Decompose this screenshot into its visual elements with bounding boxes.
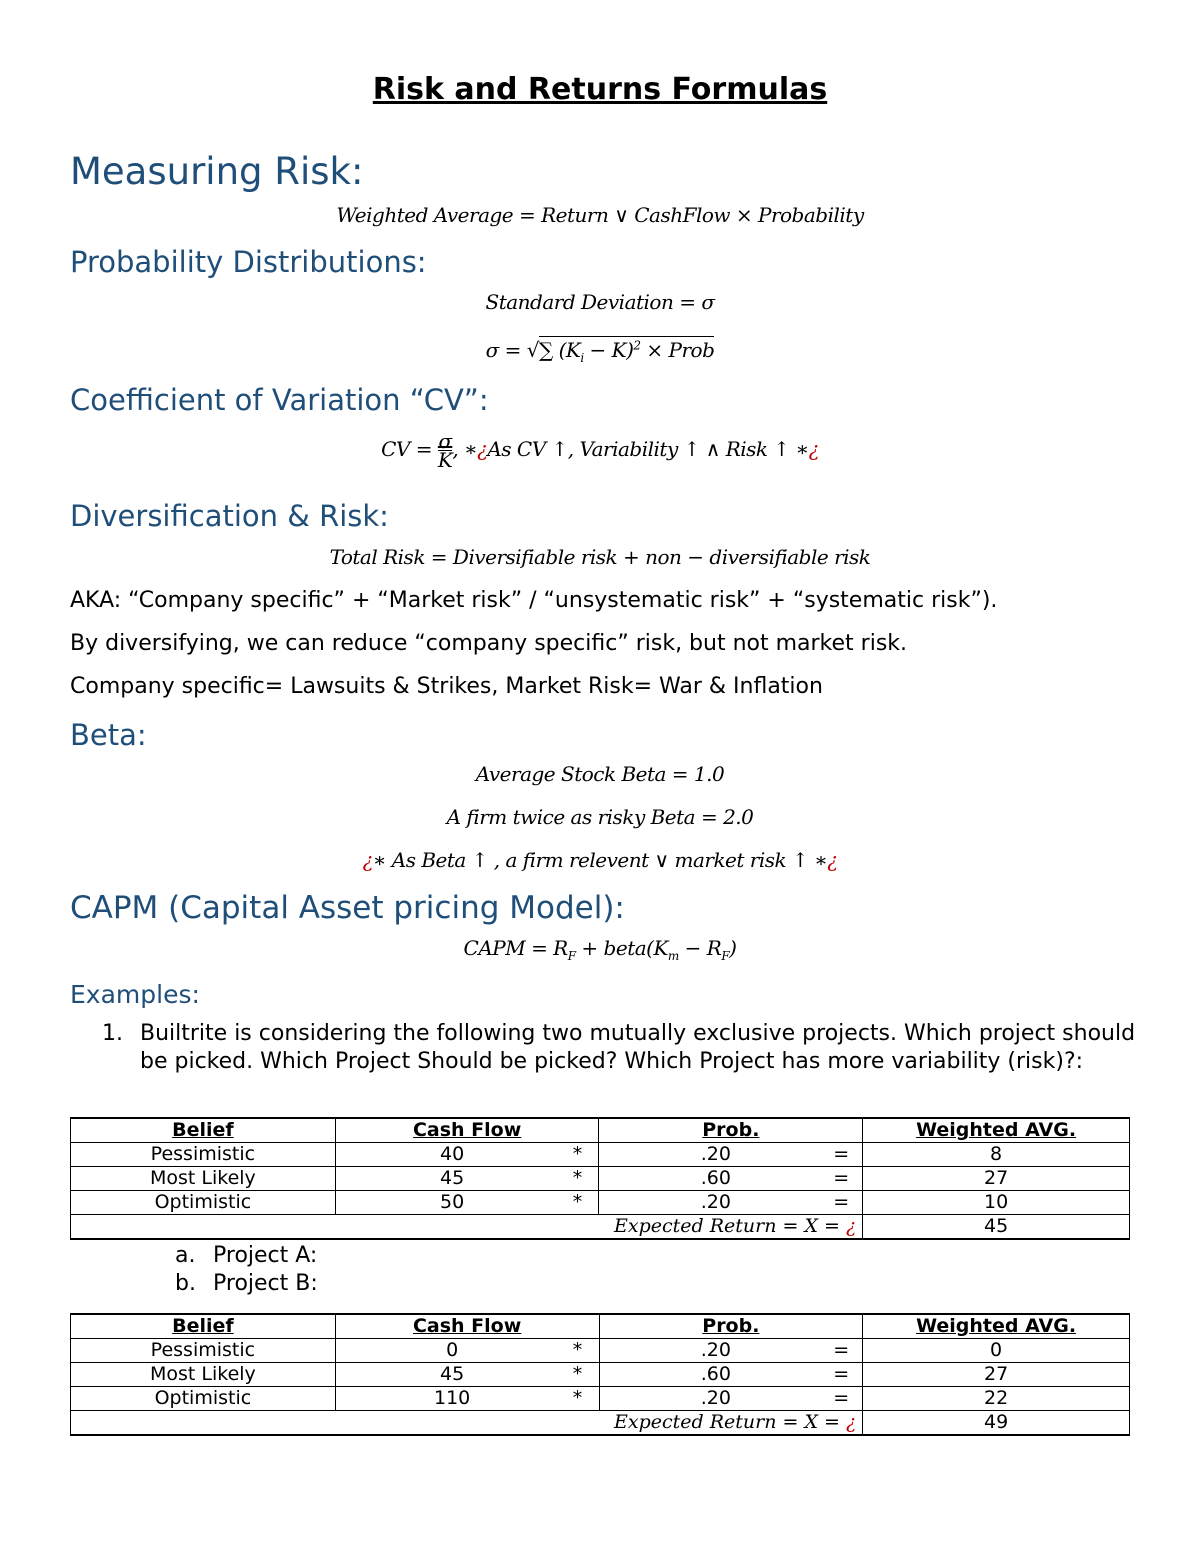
- sub-item-a: [175, 1243, 317, 1268]
- heading-capm: CAPM (Capital Asset pricing Model):: [70, 890, 625, 926]
- header-belief: Belief: [71, 1314, 336, 1339]
- cell-cash: [335, 1191, 599, 1215]
- formula-twice-risky: A firm twice as risky Beta = 2.0: [446, 805, 754, 829]
- cell-prob: [599, 1387, 863, 1411]
- formula-as-beta: [0, 848, 1200, 872]
- cell-cash: [335, 1167, 599, 1191]
- cell-weighted: 27: [863, 1363, 1130, 1387]
- table-row: [71, 1191, 1130, 1215]
- sub-item-b-label: b.: [175, 1271, 196, 1296]
- equals-sign: =: [833, 1339, 850, 1361]
- example-item-text: Builtrite is considering the following two mutually exclusive projects. Which project should be picked. Which Project Should be picked? Which Project has more variability (risk)?:: [140, 1021, 1136, 1074]
- prob-value: .20: [700, 1143, 731, 1165]
- formula-average-beta: Average Stock Beta = 1.0: [475, 762, 725, 786]
- prob-value: .60: [700, 1167, 731, 1189]
- formula-standard-deviation: Standard Deviation = σ: [485, 290, 715, 314]
- cash-value: 40: [440, 1143, 465, 1165]
- page-title: Risk and Returns Formulas: [372, 72, 828, 107]
- sub-item-a-text: Project A:: [213, 1243, 318, 1268]
- prob-value: .20: [700, 1191, 731, 1213]
- cell-prob: [599, 1363, 863, 1387]
- cell-weighted: 8: [863, 1143, 1130, 1167]
- x-bar: $\overline{X}$: [804, 1411, 819, 1433]
- table-expected-row: [71, 1411, 1130, 1436]
- heading-coefficient-of-variation: Coefficient of Variation “CV”:: [70, 383, 489, 417]
- text-aka: AKA: “Company specific” + “Market risk” / “unsystematic risk” + “systematic risk”).: [70, 588, 998, 613]
- cv-rest-b: As CV ↑, Variability ↑ ∧ Risk ↑ ∗: [487, 437, 809, 461]
- sub-item-b-text: Project B:: [213, 1271, 318, 1296]
- cash-value: 50: [440, 1191, 465, 1213]
- cell-weighted: 0: [863, 1339, 1130, 1363]
- capm-a: CAPM = R: [463, 936, 568, 960]
- prob-value: .20: [700, 1339, 731, 1361]
- header-belief: Belief: [71, 1118, 336, 1143]
- capm-sub-f2: F: [721, 949, 730, 963]
- sigma-sup-2: 2: [633, 338, 641, 353]
- times-sign: *: [572, 1143, 583, 1165]
- heading-beta: Beta:: [70, 718, 147, 752]
- expected-red-mark: ¿: [846, 1411, 857, 1433]
- cell-prob: [599, 1191, 863, 1215]
- cell-belief: Most Likely: [71, 1363, 336, 1387]
- header-weighted: Weighted AVG.: [863, 1314, 1130, 1339]
- cell-cash: [335, 1339, 599, 1363]
- sub-item-a-label: a.: [175, 1243, 196, 1268]
- heading-examples: Examples:: [70, 980, 200, 1009]
- sub-item-b: [175, 1271, 318, 1296]
- sigma-sub-i: i: [580, 351, 584, 365]
- capm-sub-f1: F: [567, 949, 576, 963]
- expected-eq: =: [818, 1215, 847, 1237]
- prob-value: .60: [700, 1363, 731, 1385]
- cv-red-mark-1: ¿: [477, 437, 488, 461]
- equals-sign: =: [833, 1363, 850, 1385]
- cell-belief: Most Likely: [71, 1167, 336, 1191]
- times-sign: *: [572, 1191, 583, 1213]
- formula-total-risk: Total Risk = Diversifiable risk + non − diversifiable risk: [329, 545, 871, 569]
- cell-belief: Optimistic: [71, 1387, 336, 1411]
- beta-red-mark-2: ¿: [827, 848, 838, 872]
- table-row: [71, 1143, 1130, 1167]
- example-item-1: [102, 1020, 1140, 1076]
- expected-red-mark: ¿: [846, 1215, 857, 1237]
- table-expected-row: [71, 1215, 1130, 1240]
- times-sign: *: [572, 1363, 583, 1385]
- equals-sign: =: [833, 1191, 850, 1213]
- beta-formula3: ∗ As Beta ↑ , a firm relevent ∨ market risk ↑ ∗: [372, 848, 828, 872]
- sigma-mid: − K: [583, 338, 627, 362]
- cell-belief: Pessimistic: [71, 1339, 336, 1363]
- cell-weighted: 10: [863, 1191, 1130, 1215]
- cv-rest-a: , ∗: [452, 437, 478, 461]
- expected-return-label: [71, 1215, 863, 1240]
- cell-belief: Pessimistic: [71, 1143, 336, 1167]
- sqrt-body: [538, 336, 715, 365]
- header-cash-flow: Cash Flow: [335, 1314, 599, 1339]
- times-sign: *: [572, 1167, 583, 1189]
- sigma-sum: ∑ (K: [538, 338, 581, 362]
- table-row: [71, 1339, 1130, 1363]
- heading-probability-distributions: Probability Distributions:: [70, 245, 427, 279]
- header-cash-flow: Cash Flow: [335, 1118, 599, 1143]
- formula-cv: [0, 429, 1200, 472]
- beta-red-mark-1: ¿: [362, 848, 373, 872]
- formula-sigma: [0, 338, 1200, 365]
- heading-measuring-risk: Measuring Risk:: [70, 150, 364, 193]
- cell-cash: [335, 1387, 599, 1411]
- cash-value: 45: [440, 1363, 465, 1385]
- cell-cash: [335, 1363, 599, 1387]
- sigma-end: × Prob: [640, 338, 715, 362]
- table-header-row: [71, 1314, 1130, 1339]
- cash-value: 0: [446, 1339, 459, 1361]
- heading-diversification-risk: Diversification & Risk:: [70, 499, 389, 533]
- table-header-row: [71, 1118, 1130, 1143]
- expected-eq: =: [818, 1411, 847, 1433]
- cell-cash: [335, 1143, 599, 1167]
- sigma-tail: ): [626, 338, 634, 362]
- equals-sign: =: [833, 1143, 850, 1165]
- times-sign: *: [572, 1339, 583, 1361]
- formula-weighted-average: Weighted Average = Return ∨ CashFlow × Probability: [336, 203, 864, 227]
- text-company-specific: Company specific= Lawsuits & Strikes, Market Risk= War & Inflation: [70, 674, 823, 699]
- capm-sub-m: m: [667, 949, 679, 963]
- cv-numerator: σ: [438, 429, 452, 453]
- header-weighted: Weighted AVG.: [863, 1118, 1130, 1143]
- prob-value: .20: [700, 1387, 731, 1409]
- cv-fraction: [437, 429, 453, 472]
- project-a-table: [70, 1117, 1130, 1240]
- cash-value: 45: [440, 1167, 465, 1189]
- cell-belief: Optimistic: [71, 1191, 336, 1215]
- expected-label-text: Expected Return =: [614, 1215, 805, 1237]
- expected-label-text: Expected Return =: [614, 1411, 805, 1433]
- cell-prob: [599, 1339, 863, 1363]
- cv-red-mark-2: ¿: [808, 437, 819, 461]
- cell-weighted: 27: [863, 1167, 1130, 1191]
- header-prob: Prob.: [599, 1118, 863, 1143]
- capm-c: − R: [678, 936, 722, 960]
- cell-prob: [599, 1143, 863, 1167]
- cell-weighted: 22: [863, 1387, 1130, 1411]
- expected-return-value: 49: [863, 1411, 1130, 1436]
- table-row: [71, 1363, 1130, 1387]
- formula-capm: [0, 936, 1200, 963]
- example-item-number: 1.: [102, 1021, 123, 1046]
- table-row: [71, 1387, 1130, 1411]
- expected-return-label: [71, 1411, 863, 1436]
- equals-sign: =: [833, 1167, 850, 1189]
- header-prob: Prob.: [599, 1314, 863, 1339]
- times-sign: *: [572, 1387, 583, 1409]
- x-bar: $\overline{X}$: [804, 1215, 819, 1237]
- cell-prob: [599, 1167, 863, 1191]
- project-b-table: [70, 1313, 1130, 1436]
- equals-sign: =: [833, 1387, 850, 1409]
- capm-d: ): [729, 936, 737, 960]
- table-row: [71, 1167, 1130, 1191]
- cash-value: 110: [434, 1387, 471, 1409]
- expected-return-value: 45: [863, 1215, 1130, 1240]
- cv-lhs: CV =: [381, 437, 432, 461]
- capm-b: + beta(K: [575, 936, 668, 960]
- sigma-lhs: σ = √: [485, 338, 539, 362]
- text-by-diversifying: By diversifying, we can reduce “company specific” risk, but not market risk.: [70, 631, 908, 656]
- cv-denominator: K: [437, 448, 453, 472]
